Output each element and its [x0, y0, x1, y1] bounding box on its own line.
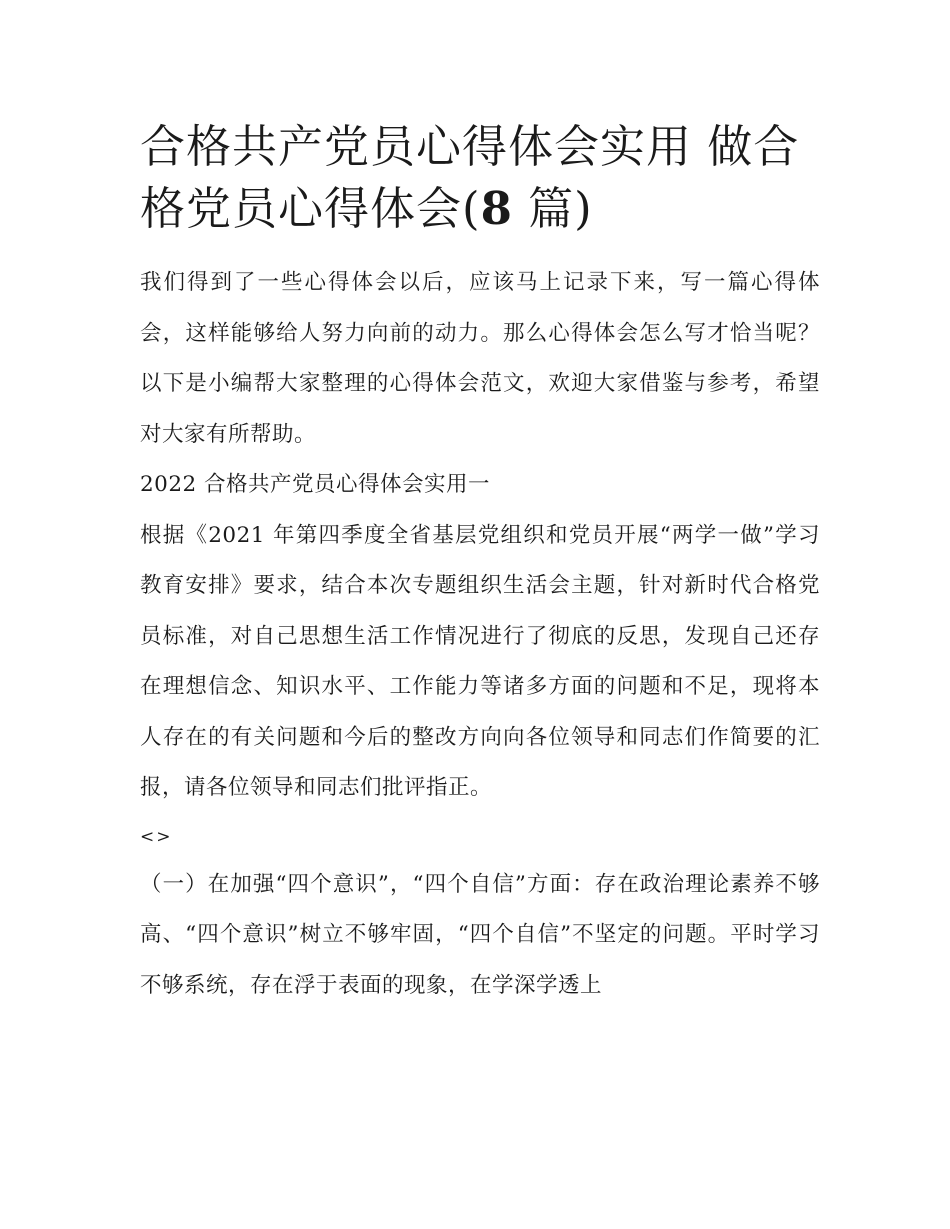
title-text: 合格共产党员心得体会实用 做合格党员心得体会( [140, 120, 800, 235]
marker-text: <> [140, 826, 173, 847]
title-suffix: 篇) [512, 182, 593, 235]
intro-paragraph: 我们得到了一些心得体会以后，应该马上记录下来，写一篇心得体会，这样能够给人努力向前的动力。那么心得体会怎么写才恰当呢？以下是小编帮大家整理的心得体会范文，欢迎大家借鉴与参考，希望对大家有所帮助。 [140, 270, 820, 447]
title-count: 8 [480, 182, 513, 235]
point-one-paragraph: （一）在加强“四个意识”，“四个自信”方面：存在政治理论素养不够高、“四个意识”树立不够牢固，“四个自信”不坚定的问题。平时学习不够系统，存在浮于表面的现象，在学深学透上 [140, 871, 820, 998]
section-heading: 2022 合格共产党员心得体会实用一 [140, 472, 491, 497]
document-content [140, 116, 820, 1011]
document-title [140, 116, 820, 240]
body-paragraph: 根据《2021 年第四季度全省基层党组织和党员开展“两学一做”学习教育安排》要求，结合本次专题组织生活会主题，针对新时代合格党员标准，对自己思想生活工作情况进行了彻底的反思，发现自己还存在理想信念、知识水平、工作能力等诸多方面的问题和不足，现将本人存在的有关问题和今后的整改方向向各位领导和同志们作简要的汇报，请各位领导和同志们批评指正。 [140, 522, 820, 800]
